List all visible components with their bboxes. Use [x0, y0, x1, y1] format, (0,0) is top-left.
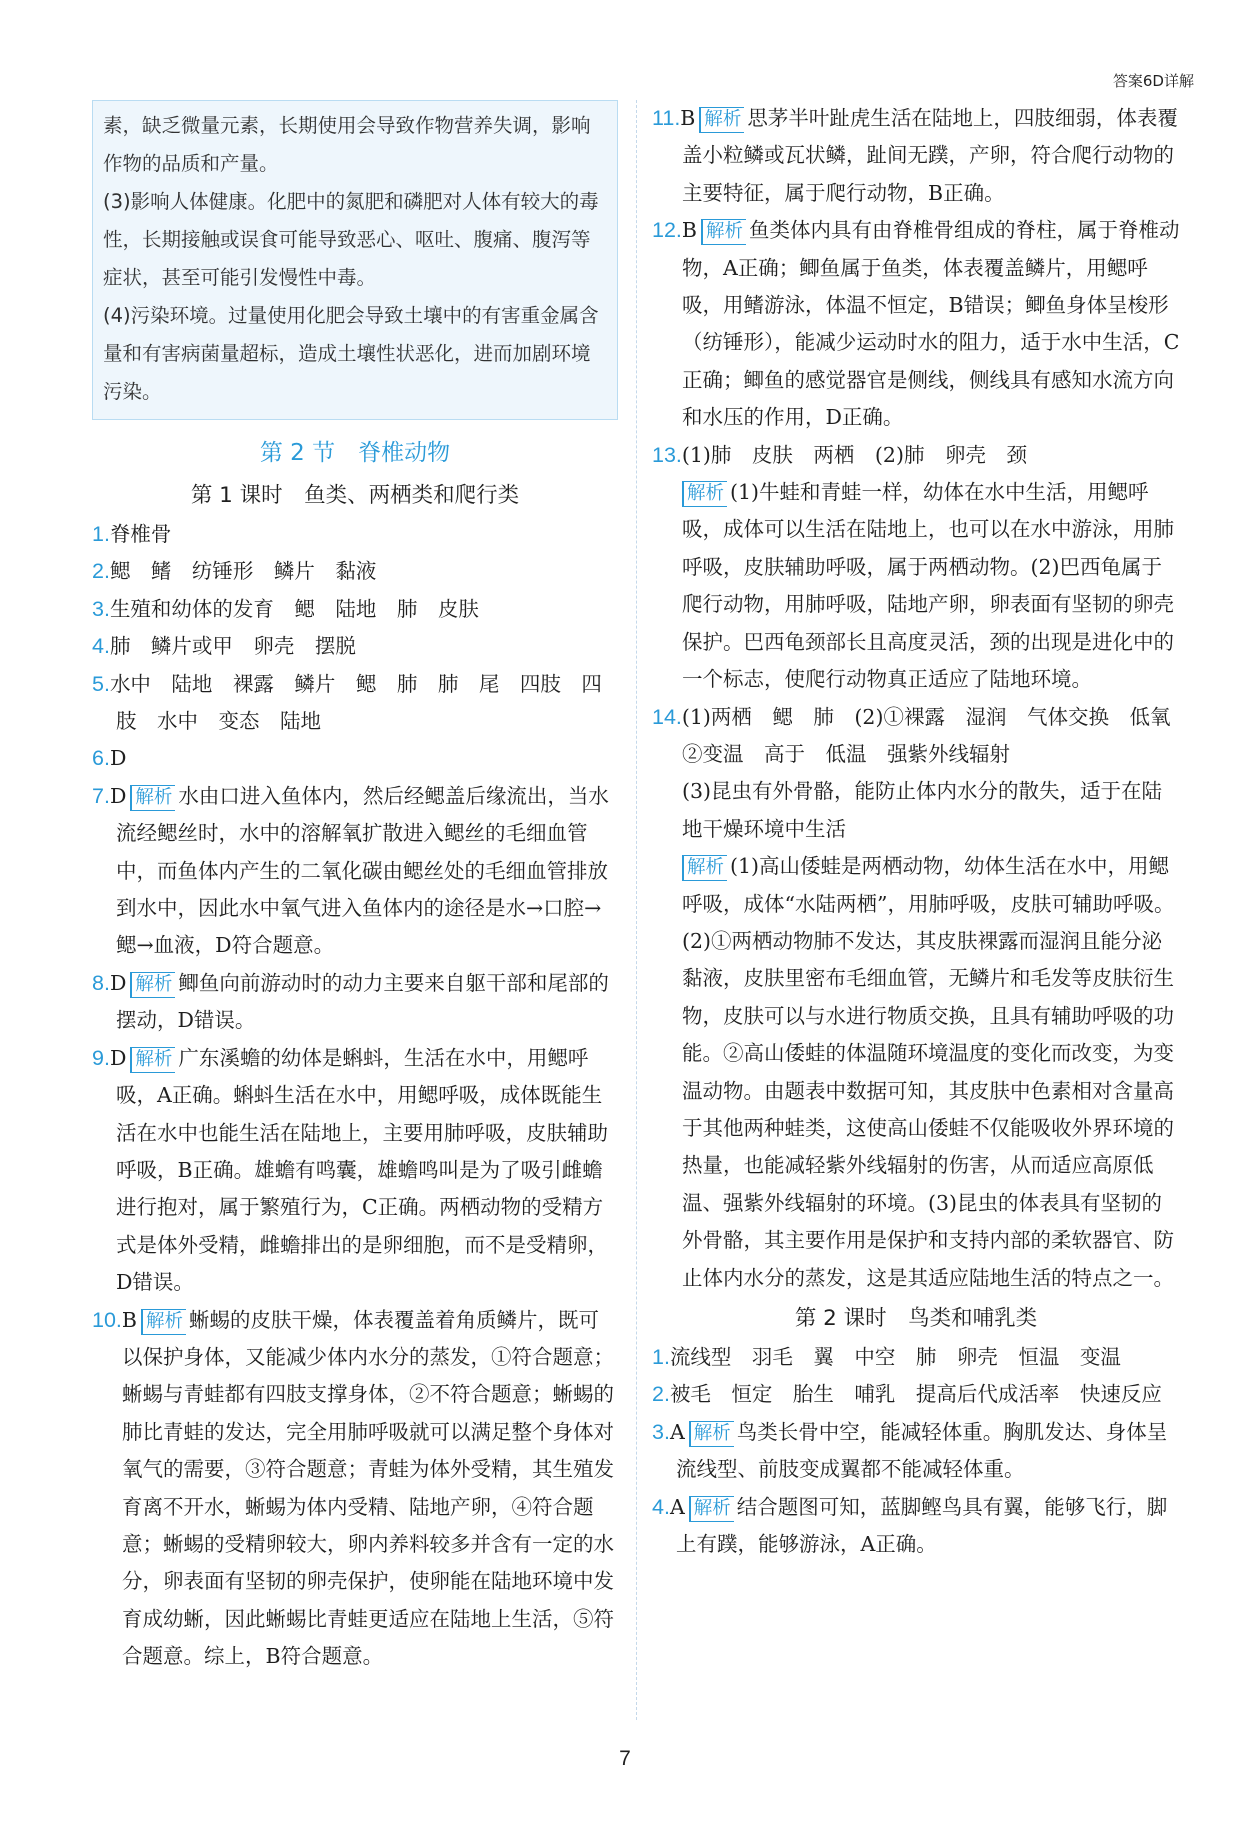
item-text: 水由口进入鱼体内，然后经鳃盖后缘流出，当水流经鳃丝时，水中的溶解氧扩散进入鳃丝的毛细血管中，而鱼体内产生的二氧化碳由鳃丝处的毛细血管排放到水中，因此水中氧气进入鱼体内的途径是水→口腔→鳃→血液，D符合题意。	[116, 783, 609, 958]
item-number: 4.	[92, 634, 110, 659]
item-answer: A	[669, 1419, 685, 1444]
left-column	[92, 100, 618, 1676]
lesson-title: 第 1 课时 鱼类、两栖类和爬行类	[190, 483, 520, 508]
box-paragraph: (3)影响人体健康。化肥中的氮肥和磷肥对人体有较大的毒性，长期接触或误食可能导致恶心、呕吐、腹痛、腹泻等症状，甚至可能引发慢性中毒。	[103, 190, 599, 289]
item-number: 10.	[92, 1307, 122, 1332]
item-number: 4.	[652, 1494, 670, 1519]
analysis-tag: 解析	[682, 481, 727, 507]
answer-item	[92, 1302, 618, 1676]
answer-item	[652, 1376, 1180, 1413]
analysis-tag: 解析	[689, 1421, 734, 1447]
analysis-tag: 解析	[130, 1047, 175, 1073]
answer-item	[92, 516, 618, 553]
item-text: 脊椎骨	[109, 522, 172, 546]
item-number: 3.	[92, 596, 110, 621]
section-title: 第 2 节 脊椎动物	[259, 440, 451, 466]
analysis-tag: 解析	[682, 855, 727, 881]
item-answer: D	[109, 970, 127, 995]
header-label: 答案6D详解	[1112, 72, 1194, 90]
item-number: 12.	[652, 218, 682, 243]
item-answer: B	[680, 106, 696, 130]
item-text: 鳃 鳍 纺锤形 鳞片 黏液	[109, 559, 377, 584]
info-box	[92, 100, 618, 420]
item-text: 肺 鳞片或甲 卵壳 摆脱	[109, 634, 356, 659]
item-number: 2.	[652, 1382, 670, 1407]
item-number: 2.	[92, 559, 110, 584]
item-text: 鱼类体内具有由脊椎骨组成的脊柱，属于脊椎动物，A正确；鲫鱼属于鱼类，体表覆盖鳞片，用鳃呼吸，用鳍游泳，体温不恒定，B错误；鲫鱼身体呈梭形（纺锤形），能减少运动时水的阻力，适于水中生活，C正确；鲫鱼的感觉器官是侧线，侧线具有感知水流方向和水压的作用，D正确。	[682, 218, 1180, 430]
lesson-title: 第 2 课时 鸟类和哺乳类	[794, 1306, 1038, 1331]
item-answer: B	[121, 1307, 137, 1332]
item-text: 生殖和幼体的发育 鳃 陆地 肺 皮肤	[109, 596, 479, 621]
answer-item	[652, 1339, 1180, 1376]
item-answer: A	[669, 1494, 685, 1519]
page-number: 7	[619, 1747, 631, 1770]
item-text: 被毛 恒定 胎生 哺乳 提高后代成活率 快速反应	[669, 1382, 1162, 1407]
answer-item	[92, 628, 618, 665]
item-text: 鲫鱼向前游动时的动力主要来自躯干部和尾部的摆动，D错误。	[116, 970, 609, 1033]
item-text: 流线型 羽毛 翼 中空 肺 卵壳 恒温 变温	[669, 1345, 1121, 1369]
answer-item	[92, 965, 618, 1040]
item-text: (1)牛蛙和青蛙一样，幼体在水中生活，用鳃呼吸，成体可以生活在陆地上，也可以在水中游泳，用肺呼吸，皮肤辅助呼吸，属于两栖动物。(2)巴西龟属于爬行动物，用肺呼吸，陆地产卵，卵表面有坚韧的卵壳保护。巴西龟颈部长且高度灵活，颈的出现是进化中的一个标志，使爬行动物真正适应了陆地环境。	[682, 480, 1174, 692]
item-answer: (1)肺 皮肤 两栖 (2)肺 卵壳 颈	[681, 442, 1027, 467]
item-text: 蜥蜴的皮肤干燥，体表覆盖着角质鳞片，既可以保护身体，又能减少体内水分的蒸发，①符合题意；蜥蜴与青蛙都有四肢支撑身体，②不符合题意；蜥蜴的肺比青蛙的发达，完全用肺呼吸就可以满足整个身体对氧气的需要，③符合题意；青蛙为体外受精，其生殖发育离不开水，蜥蜴为体内受精、陆地产卵，④符合题意；蜥蜴的受精卵较大，卵内养料较多并含有一定的水分，卵表面有坚韧的卵壳保护，使卵能在陆地环境中发育成幼蜥，因此蜥蜴比青蛙更适应在陆地上生活，⑤符合题意。综上，B符合题意。	[122, 1307, 614, 1669]
item-number: 1.	[652, 1345, 670, 1369]
item-number: 13.	[652, 442, 682, 467]
answer-item	[92, 740, 618, 777]
item-number: 3.	[652, 1419, 670, 1444]
analysis-tag: 解析	[699, 107, 744, 133]
item-number: 9.	[92, 1045, 110, 1070]
answer-item	[652, 1414, 1180, 1489]
item-number: 7.	[92, 783, 110, 808]
answer-item	[652, 100, 1180, 212]
item-number: 11.	[652, 106, 681, 130]
right-column	[652, 100, 1191, 1563]
analysis-tag: 解析	[141, 1309, 186, 1335]
item-number: 5.	[92, 671, 110, 696]
analysis-tag: 解析	[689, 1496, 734, 1522]
analysis-tag: 解析	[130, 972, 175, 998]
answer-item	[92, 666, 618, 741]
answer-item	[92, 1040, 618, 1302]
item-text: 结合题图可知，蓝脚鲣鸟具有翼，能够飞行，脚上有蹼，能够游泳，A正确。	[676, 1494, 1168, 1557]
item-number: 8.	[92, 970, 110, 995]
item-number: 14.	[652, 704, 682, 729]
item-answer: (1)两栖 鳃 肺 (2)①裸露 湿润 气体交换 低氧 ②变温 高于 低温 强紫外线辐射	[681, 704, 1191, 766]
item-number: 6.	[92, 746, 110, 771]
item-number: 1.	[92, 522, 110, 546]
item-answer: D	[109, 783, 127, 808]
answer-item	[92, 778, 618, 965]
item-text: D	[109, 746, 127, 771]
item-text: 思茅半叶趾虎生活在陆地上，四肢细弱，体表覆盖小粒鳞或瓦状鳞，趾间无蹼，产卵，符合爬行动物的主要特征，属于爬行动物，B正确。	[682, 106, 1178, 205]
box-paragraph: 素，缺乏微量元素，长期使用会导致作物营养失调，影响作物的品质和产量。	[103, 114, 591, 175]
item-answer-part: (3)昆虫有外骨骼，能防止体内水分的散失，适于在陆地干燥环境中生活	[682, 779, 1163, 841]
item-answer: B	[681, 218, 697, 243]
item-text: 广东溪蟾的幼体是蝌蚪，生活在水中，用鳃呼吸，A正确。蝌蚪生活在水中，用鳃呼吸，成体既能生活在水中也能生活在陆地上，主要用肺呼吸，皮肤辅助呼吸，B正确。雄蟾有鸣囊，雄蟾鸣叫是为了吸引雌蟾进行抱对，属于繁殖行为，C正确。两栖动物的受精方式是体外受精，雌蟾排出的是卵细胞，而不是受精卵，D错误。	[116, 1045, 608, 1295]
answer-item	[92, 591, 618, 628]
analysis-tag: 解析	[701, 219, 746, 245]
box-paragraph: (4)污染环境。过量使用化肥会导致土壤中的有害重金属含量和有害病菌量超标，造成土壤性状恶化，进而加剧环境污染。	[103, 304, 599, 403]
answer-item	[92, 553, 618, 590]
answer-item	[652, 699, 1191, 1298]
item-text: (1)高山倭蛙是两栖动物，幼体生活在水中，用鳃呼吸，成体“水陆两栖”，用肺呼吸，皮肤可辅助呼吸。(2)①两栖动物肺不发达，其皮肤裸露而湿润且能分泌黏液，皮肤里密布毛细血管，无鳞片和毛发等皮肤衍生物，皮肤可以与水进行物质交换，且具有辅助呼吸的功能。②高山倭蛙的体温随环境温度的变化而改变，为变温动物。由题表中数据可知，其皮肤中色素相对含量高于其他两种蛙类，这使高山倭蛙不仅能吸收外界环境的热量，也能减轻紫外线辐射的伤害，从而适应高原低温、强紫外线辐射的环境。(3)昆虫的体表具有坚韧的外骨骼，其主要作用是保护和支持内部的柔软器官、防止体内水分的蒸发，这是其适应陆地生活的特点之一。	[682, 854, 1175, 1290]
answer-item	[652, 212, 1180, 436]
analysis-tag: 解析	[130, 785, 175, 811]
answer-item	[652, 1489, 1180, 1564]
item-text: 鸟类长骨中空，能减轻体重。胸肌发达、身体呈流线型、前肢变成翼都不能减轻体重。	[676, 1419, 1168, 1482]
answer-item	[652, 437, 1180, 699]
column-divider	[636, 100, 637, 1720]
item-text: 水中 陆地 裸露 鳞片 鳃 肺 肺 尾 四肢 四肢 水中 变态 陆地	[109, 671, 602, 734]
item-answer: D	[109, 1045, 127, 1070]
